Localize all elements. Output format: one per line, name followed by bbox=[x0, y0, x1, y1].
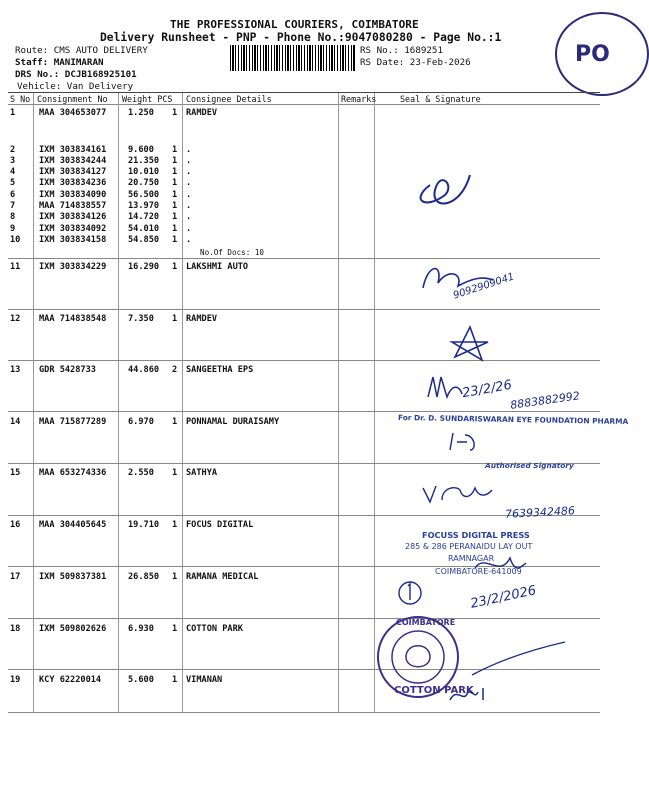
row-consignment: IXM 509802626 bbox=[39, 624, 107, 634]
drs-number: DRS No.: DCJB168925101 bbox=[15, 69, 137, 80]
row-consignee: . bbox=[186, 224, 192, 234]
row-pcs: 1 bbox=[172, 314, 178, 324]
row-pcs: 1 bbox=[172, 520, 178, 530]
focuss-stamp-line4: COIMBATORE-641009 bbox=[435, 567, 522, 576]
row-consignee: SANGEETHA EPS bbox=[186, 365, 254, 375]
row-consignee: . bbox=[186, 145, 192, 155]
col-divider bbox=[33, 93, 34, 712]
row-pcs: 1 bbox=[172, 675, 178, 685]
row-pcs: 1 bbox=[172, 468, 178, 478]
row-weight: 6.970 bbox=[128, 417, 154, 427]
rs-number: RS No.: 1689251 bbox=[360, 45, 443, 56]
date-handwritten-17: 23/2/2026 bbox=[469, 583, 538, 612]
signature-row16 bbox=[470, 548, 530, 583]
signature-row1 bbox=[400, 165, 490, 215]
row-sno: 5 bbox=[10, 178, 16, 188]
row-sno: 16 bbox=[10, 520, 21, 530]
row-pcs: 1 bbox=[172, 190, 178, 200]
row-weight: 7.350 bbox=[128, 314, 154, 324]
row-consignee: . bbox=[186, 201, 192, 211]
row-sno: 11 bbox=[10, 262, 21, 272]
row-consignee: RAMDEV bbox=[186, 314, 218, 324]
row-weight: 16.290 bbox=[128, 262, 160, 272]
row-divider bbox=[8, 258, 600, 259]
row-sno: 14 bbox=[10, 417, 21, 427]
row-consignment: IXM 509837381 bbox=[39, 572, 107, 582]
row-sno: 2 bbox=[10, 145, 16, 155]
row-consignee: LAKSHMI AUTO bbox=[186, 262, 249, 272]
date-handwritten-13: 23/2/26 bbox=[461, 377, 514, 402]
signature-row14 bbox=[445, 430, 485, 455]
cotton-stamp-top: COIMBATORE bbox=[396, 618, 456, 627]
row-consignment: IXM 303834158 bbox=[39, 235, 107, 245]
row-pcs: 1 bbox=[172, 145, 178, 155]
row-consignee: . bbox=[186, 235, 192, 245]
row-pcs: 1 bbox=[172, 167, 178, 177]
row-sno: 6 bbox=[10, 190, 16, 200]
row-sno: 15 bbox=[10, 468, 21, 478]
rs-date: RS Date: 23-Feb-2026 bbox=[360, 57, 471, 68]
vehicle-label: Vehicle: Van Delivery bbox=[17, 81, 134, 92]
row-consignment: IXM 303834236 bbox=[39, 178, 107, 188]
row-weight: 9.600 bbox=[128, 145, 154, 155]
row-consignment: MAA 653274336 bbox=[39, 468, 107, 478]
focuss-stamp-line2: 285 & 286 PERANAIDU LAY OUT bbox=[405, 542, 533, 551]
row-sno: 12 bbox=[10, 314, 21, 324]
row-consignee: . bbox=[186, 190, 192, 200]
row-weight: 10.010 bbox=[128, 167, 160, 177]
row-weight: 19.710 bbox=[128, 520, 160, 530]
col-header-sno: S No bbox=[10, 94, 31, 104]
row-consignee: . bbox=[186, 156, 192, 166]
col-divider bbox=[338, 93, 339, 712]
row-consignee: . bbox=[186, 167, 192, 177]
col-header-seal: Seal & Signature bbox=[400, 94, 481, 104]
row-weight: 54.010 bbox=[128, 224, 160, 234]
row-consignee: RAMANA MEDICAL bbox=[186, 572, 259, 582]
row-consignment: IXM 303834126 bbox=[39, 212, 107, 222]
col-divider bbox=[182, 93, 183, 712]
pharma-stamp: For Dr. D. SUNDARISWARAN EYE FOUNDATION PHARMA bbox=[397, 412, 629, 427]
row-weight: 44.860 bbox=[128, 365, 160, 375]
row-pcs: 1 bbox=[172, 212, 178, 222]
row-consignment: MAA 304405645 bbox=[39, 520, 107, 530]
row-consignee: RAMDEV bbox=[186, 108, 218, 118]
cotton-stamp-bottom: COTTON PARK bbox=[394, 685, 474, 696]
row-pcs: 1 bbox=[172, 235, 178, 245]
row-pcs: 1 bbox=[172, 572, 178, 582]
col-header-consignment: Consignment No bbox=[37, 94, 108, 104]
col-header-remarks: Remarks bbox=[341, 94, 377, 104]
row-sno: 18 bbox=[10, 624, 21, 634]
signature-row17 bbox=[395, 578, 425, 608]
row-sno: 19 bbox=[10, 675, 21, 685]
row-sno: 4 bbox=[10, 167, 16, 177]
signature-row19 bbox=[445, 682, 495, 707]
partial-stamp bbox=[555, 12, 649, 96]
row-sno: 13 bbox=[10, 365, 21, 375]
row-weight: 5.600 bbox=[128, 675, 154, 685]
row-sno: 8 bbox=[10, 212, 16, 222]
no-of-docs: No.Of Docs: 10 bbox=[200, 248, 265, 257]
signature-row13 bbox=[425, 372, 465, 402]
row-weight: 1.250 bbox=[128, 108, 154, 118]
row-consignee: . bbox=[186, 178, 192, 188]
row-consignment: IXM 303834127 bbox=[39, 167, 107, 177]
row-consignee: . bbox=[186, 212, 192, 222]
signature-row12 bbox=[440, 322, 500, 372]
row-consignment: MAA 304653077 bbox=[39, 108, 107, 118]
col-header-weight-pcs: Weight PCS bbox=[122, 94, 173, 104]
row-pcs: 1 bbox=[172, 624, 178, 634]
route-label: Route: CMS AUTO DELIVERY bbox=[15, 45, 148, 56]
row-sno: 9 bbox=[10, 224, 16, 234]
row-sno: 7 bbox=[10, 201, 16, 211]
focuss-stamp-line1: FOCUSS DIGITAL PRESS bbox=[422, 530, 530, 540]
row-consignee: SATHYA bbox=[186, 468, 218, 478]
row-weight: 13.970 bbox=[128, 201, 160, 211]
row-consignment: IXM 303834092 bbox=[39, 224, 107, 234]
row-consignment: MAA 715877289 bbox=[39, 417, 107, 427]
phone-handwritten-13: 8883882992 bbox=[509, 389, 581, 412]
row-pcs: 1 bbox=[172, 262, 178, 272]
row-weight: 54.850 bbox=[128, 235, 160, 245]
partial-stamp-text: PO bbox=[575, 42, 610, 67]
row-pcs: 1 bbox=[172, 156, 178, 166]
row-weight: 56.500 bbox=[128, 190, 160, 200]
row-weight: 26.850 bbox=[128, 572, 160, 582]
row-pcs: 1 bbox=[172, 417, 178, 427]
row-consignment: GDR 5428733 bbox=[39, 365, 96, 375]
row-weight: 21.350 bbox=[128, 156, 160, 166]
phone-handwritten-11: 9092909041 bbox=[451, 271, 516, 302]
row-consignment: MAA 714838548 bbox=[39, 314, 107, 324]
row-sno: 1 bbox=[10, 108, 16, 118]
row-weight: 6.930 bbox=[128, 624, 154, 634]
row-pcs: 1 bbox=[172, 108, 178, 118]
focuss-stamp-line3: RAMNAGAR bbox=[448, 554, 495, 563]
row-pcs: 1 bbox=[172, 224, 178, 234]
barcode bbox=[230, 45, 356, 71]
row-weight: 20.750 bbox=[128, 178, 160, 188]
row-consignee: VIMANAN bbox=[186, 675, 223, 685]
row-pcs: 2 bbox=[172, 365, 178, 375]
row-sno: 3 bbox=[10, 156, 16, 166]
row-consignment: KCY 62220014 bbox=[39, 675, 102, 685]
row-consignment: IXM 303834161 bbox=[39, 145, 107, 155]
col-header-consignee: Consignee Details bbox=[186, 94, 272, 104]
row-weight: 14.720 bbox=[128, 212, 160, 222]
signature-row15 bbox=[420, 480, 495, 510]
row-sno: 17 bbox=[10, 572, 21, 582]
row-pcs: 1 bbox=[172, 201, 178, 211]
row-consignment: MAA 714838557 bbox=[39, 201, 107, 211]
header-divider bbox=[8, 104, 600, 105]
row-divider bbox=[8, 618, 600, 619]
company-title: THE PROFESSIONAL COURIERS, COIMBATORE bbox=[170, 18, 419, 31]
row-consignee: PONNAMAL DURAISAMY bbox=[186, 417, 280, 427]
staff-label: Staff: MANIMARAN bbox=[15, 57, 104, 68]
row-divider bbox=[8, 712, 600, 713]
row-consignment: IXM 303834090 bbox=[39, 190, 107, 200]
row-weight: 2.550 bbox=[128, 468, 154, 478]
row-pcs: 1 bbox=[172, 178, 178, 188]
authorised-signatory: Authorised Signatory bbox=[485, 461, 574, 470]
row-consignment: IXM 303834244 bbox=[39, 156, 107, 166]
row-consignment: IXM 303834229 bbox=[39, 262, 107, 272]
signature-row18 bbox=[470, 640, 570, 680]
col-divider bbox=[118, 93, 119, 712]
row-consignee: COTTON PARK bbox=[186, 624, 243, 634]
phone-handwritten-15: 7639342486 bbox=[504, 504, 576, 521]
row-sno: 10 bbox=[10, 235, 21, 245]
row-consignee: FOCUS DIGITAL bbox=[186, 520, 254, 530]
row-divider bbox=[8, 360, 600, 361]
row-divider bbox=[8, 309, 600, 310]
runsheet-subtitle: Delivery Runsheet - PNP - Phone No.:9047080280 - Page No.:1 bbox=[100, 31, 502, 44]
